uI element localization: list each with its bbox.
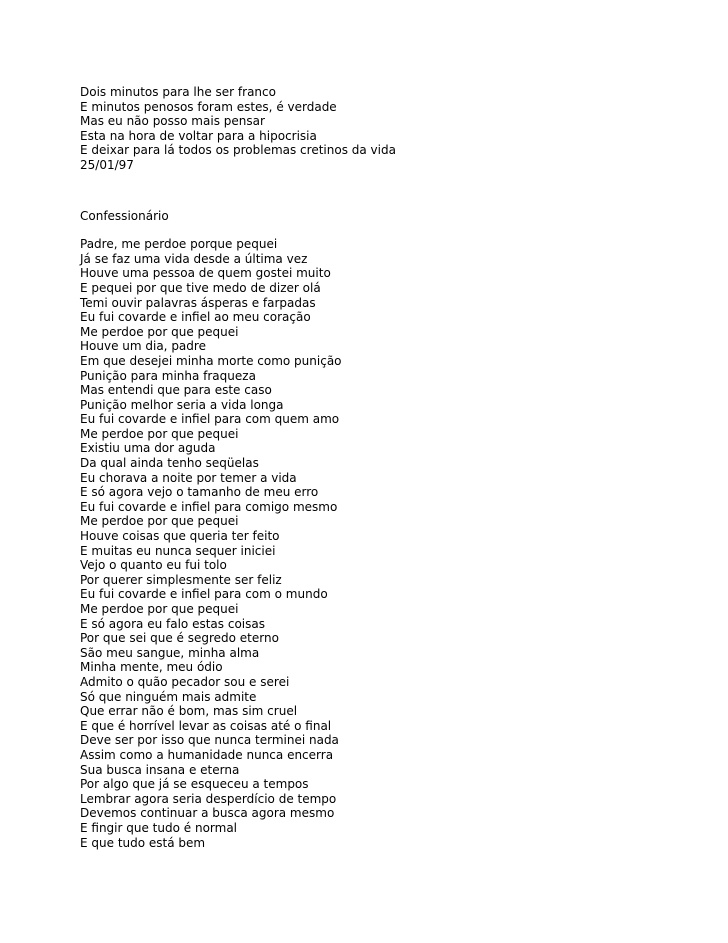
section-spacer	[80, 173, 700, 209]
poem-line: Por algo que já se esqueceu a tempos	[80, 777, 309, 792]
poem-line: Que errar não é bom, mas sim cruel	[80, 704, 298, 719]
poem-line: Devemos continuar a busca agora mesmo	[80, 806, 335, 821]
poem-line: Eu fui covarde e infiel para com quem amo	[80, 412, 340, 427]
title-spacer	[80, 223, 700, 237]
poem-line: Existiu uma dor aguda	[80, 441, 216, 456]
poem-line: Houve uma pessoa de quem gostei muito	[80, 266, 331, 281]
poem-line: Eu fui covarde e infiel para com o mundo	[80, 587, 328, 602]
poem-line: Já se faz uma vida desde a última vez	[80, 251, 308, 266]
poem-line: E fingir que tudo é normal	[80, 820, 238, 835]
poem-line: Só que ninguém mais admite	[80, 689, 257, 704]
poem-line: E só agora eu falo estas coisas	[80, 616, 265, 631]
poem-line: Por querer simplesmente ser feliz	[80, 572, 282, 587]
poem-line: São meu sangue, minha alma	[80, 645, 260, 660]
poem-line: Por que sei que é segredo eterno	[80, 631, 279, 646]
poem-line: Em que desejei minha morte como punição	[80, 353, 342, 368]
poem-line: Temi ouvir palavras ásperas e farpadas	[80, 295, 316, 310]
poem-line: Eu fui covarde e infiel para comigo mesmo	[80, 499, 338, 514]
poem-line: Houve coisas que queria ter feito	[80, 529, 280, 544]
poem-line: E que tudo está bem	[80, 835, 206, 850]
poem-line: Mas entendi que para este caso	[80, 383, 272, 398]
poem-line: E só agora vejo o tamanho de meu erro	[80, 485, 319, 500]
poem-line: E pequei por que tive medo de dizer olá	[80, 280, 321, 295]
intro-date: 25/01/97	[80, 157, 134, 172]
poem-body	[80, 237, 700, 850]
poem-line: Admito o quão pecador sou e serei	[80, 674, 290, 689]
poem-line: Vejo o quanto eu fui tolo	[80, 558, 227, 573]
poem-line: Punição para minha fraqueza	[80, 368, 256, 383]
poem-line: Me perdoe por que pequei	[80, 426, 239, 441]
poem-line: Deve ser por isso que nunca terminei nada	[80, 733, 339, 748]
poem-line: Minha mente, meu ódio	[80, 660, 223, 675]
intro-line: Esta na hora de voltar para a hipocrisia	[80, 128, 317, 143]
poem-line: Houve um dia, padre	[80, 339, 206, 354]
intro-line: E deixar para lá todos os problemas cretinos da vida	[80, 143, 396, 158]
intro-line: Mas eu não posso mais pensar	[80, 114, 265, 129]
poem-line: Lembrar agora seria desperdício de tempo	[80, 791, 337, 806]
poem-line: Assim como a humanidade nunca encerra	[80, 747, 334, 762]
poem-title: Confessionário	[80, 208, 169, 223]
intro-line: Dois minutos para lhe ser franco	[80, 85, 276, 99]
intro-stanza	[80, 85, 700, 173]
poem-line: Me perdoe por que pequei	[80, 514, 239, 529]
poem-line: Punição melhor seria a vida longa	[80, 397, 284, 412]
poem-line: Da qual ainda tenho seqüelas	[80, 456, 259, 471]
poem-line: Eu chorava a noite por temer a vida	[80, 470, 297, 485]
poem-line: Padre, me perdoe porque pequei	[80, 237, 278, 252]
poem-line: Sua busca insana e eterna	[80, 762, 240, 777]
intro-line: E minutos penosos foram estes, é verdade	[80, 99, 337, 114]
poem-line: Me perdoe por que pequei	[80, 602, 239, 616]
poem-line: E muitas eu nunca sequer iniciei	[80, 543, 276, 558]
document-page	[80, 85, 700, 850]
poem-line: E que é horrível levar as coisas até o final	[80, 718, 332, 733]
poem-line: Me perdoe por que pequei	[80, 324, 239, 339]
poem-line: Eu fui covarde e infiel ao meu coração	[80, 310, 311, 325]
